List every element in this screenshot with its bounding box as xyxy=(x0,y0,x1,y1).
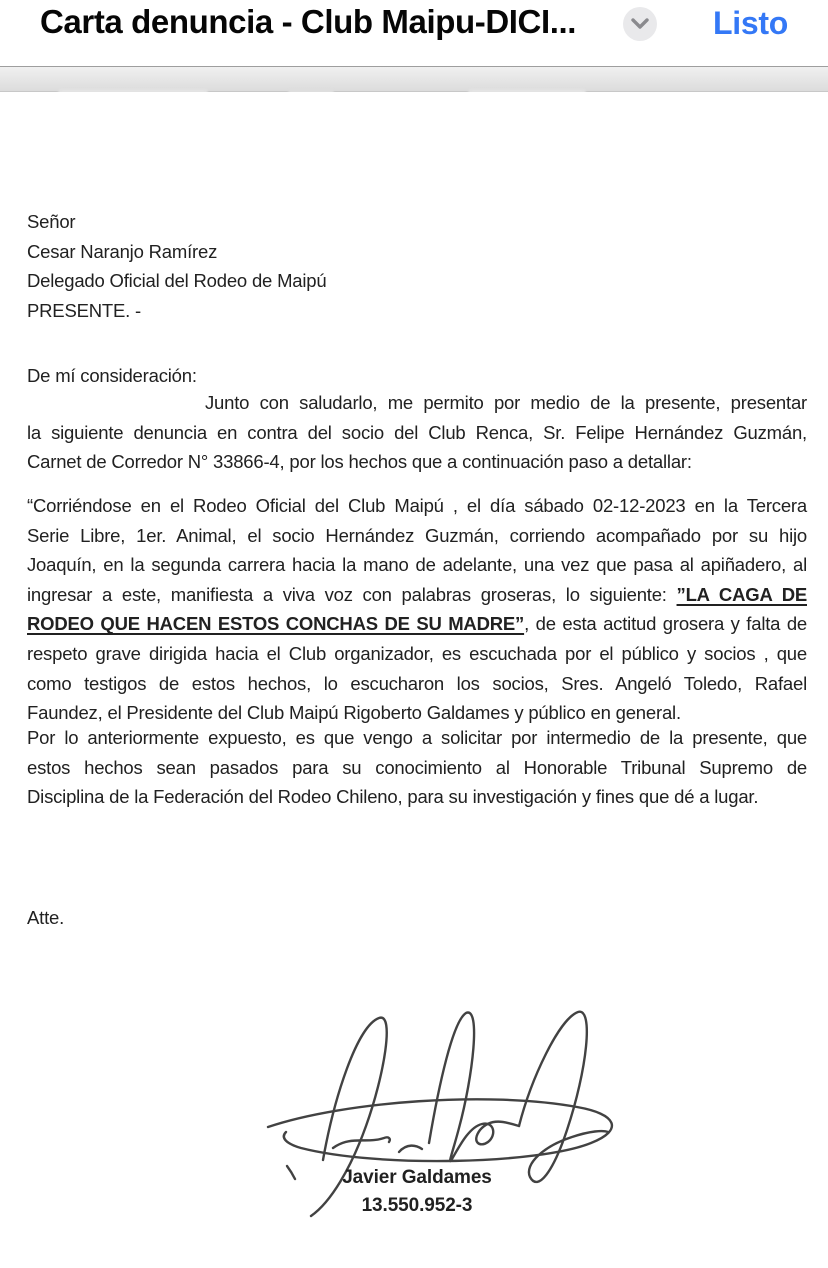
closing-salutation: Atte. xyxy=(27,907,65,928)
document-text-line xyxy=(27,723,807,753)
paragraph-introduction xyxy=(27,388,807,477)
body-text-segment: Joaquín, en la segunda carrera hacia la mano de adelante, una vez que pasa al apiñadero, al xyxy=(27,554,807,576)
signer-name: Javier Galdames xyxy=(342,1167,492,1188)
body-text-segment: “Corriéndose en el Rodeo Oficial del Club Maipú , el día sábado 02-12-2023 en la Tercera xyxy=(27,495,807,516)
emphasized-quote-text: RODEO QUE HACEN ESTOS CONCHAS DE SU MADRE” xyxy=(27,613,525,635)
recipient-line: Señor xyxy=(27,211,76,232)
document-text-line xyxy=(27,782,807,812)
document-text-line xyxy=(27,491,807,521)
body-text-segment: respeto grave dirigida hacia el Club organizador, es escuchada por el público y socios , que xyxy=(27,642,807,664)
body-text-segment: como testigos de estos hechos, lo escucharon los socios, Sres. Angeló Toledo, Rafael xyxy=(27,672,807,694)
paragraph-request xyxy=(27,723,807,812)
emphasized-quote-text: ”LA CAGA DE xyxy=(676,583,807,605)
body-text-segment: estos hechos sean pasados para su conocimiento al Honorable Tribunal Supremo de xyxy=(27,756,807,778)
document-text-line xyxy=(27,580,807,610)
document-page[interactable] xyxy=(0,92,828,1268)
signer-id-number: 13.550.952-3 xyxy=(361,1195,473,1216)
document-text-line xyxy=(27,669,807,699)
document-text-line xyxy=(27,447,807,477)
document-text-line xyxy=(27,609,807,639)
body-text-segment: Disciplina de la Federación del Rodeo Chileno, para su investigación y fines que dé a lugar. xyxy=(27,786,759,808)
body-text-segment: Por lo anteriormente expuesto, es que vengo a solicitar por intermedio de la presente, que xyxy=(27,727,807,748)
document-text-line xyxy=(27,418,807,448)
document-title: Carta denuncia - Club Maipu-DICI... xyxy=(40,3,577,40)
document-text-line xyxy=(27,388,807,418)
document-text-line xyxy=(27,521,807,551)
body-text-segment: Faundez, el Presidente del Club Maipú Rigoberto Galdames y público en general. xyxy=(27,702,681,724)
recipient-line: Delegado Oficial del Rodeo de Maipú xyxy=(27,270,327,292)
document-text-line xyxy=(27,639,807,669)
recipient-line: PRESENTE. - xyxy=(27,299,141,321)
salutation: De mí consideración: xyxy=(27,365,197,386)
done-button[interactable]: Listo xyxy=(713,5,788,41)
paragraph-incident-description xyxy=(27,491,807,728)
recipient-address-block xyxy=(27,207,807,325)
document-text-line xyxy=(27,550,807,580)
body-text-segment: Serie Libre, 1er. Animal, el socio Hernández Guzmán, corriendo acompañado por su hijo xyxy=(27,524,807,546)
title-menu-button[interactable] xyxy=(623,7,657,41)
body-text-segment: Carnet de Corredor N° 33866-4, por los hechos que a continuación paso a detallar: xyxy=(27,451,692,473)
body-text-segment: ingresar a este, manifiesta a viva voz con palabras groseras, lo siguiente: xyxy=(27,583,677,605)
body-text-segment: , de esta actitud grosera y falta de xyxy=(524,613,808,635)
body-text-segment: la siguiente denuncia en contra del socio del Club Renca, Sr. Felipe Hernández Guzmán, xyxy=(27,421,807,443)
navigation-bar xyxy=(0,0,828,66)
document-text-line xyxy=(27,753,807,783)
recipient-line: Cesar Naranjo Ramírez xyxy=(27,240,218,262)
body-text-segment: Junto con saludarlo, me permito por medio de la presente, presentar xyxy=(205,392,807,413)
chevron-down-icon xyxy=(630,17,650,31)
